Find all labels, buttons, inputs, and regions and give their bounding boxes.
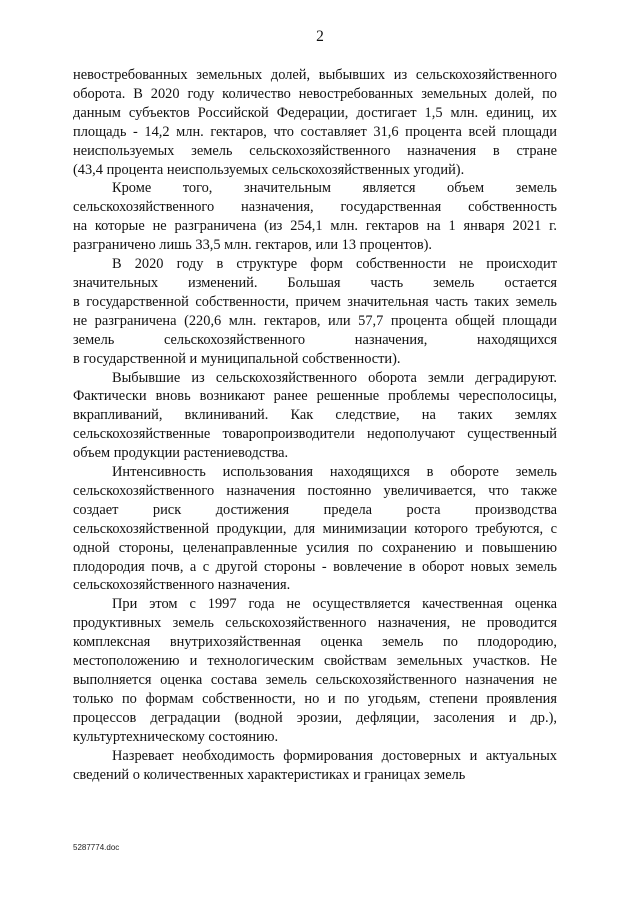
text-line: продуктивных земель сельскохозяйственного назначения, не проводится — [73, 615, 557, 632]
text-line: данным субъектов Российской Федерации, достигает 1,5 млн. единиц, их — [73, 104, 557, 121]
paragraph — [73, 255, 557, 368]
text-line: (43,4 процента неиспользуемых сельскохозяйственных угодий). — [73, 161, 465, 178]
text-line: Кроме того, значительным является объем земель — [112, 180, 557, 197]
paragraph — [73, 463, 557, 595]
text-line: При этом с 1997 года не осуществляется качественная оценка — [112, 596, 557, 613]
text-line: только по формам собственности, но и по угодьям, степени проявления — [73, 690, 557, 707]
text-line: сельскохозяйственного назначения. — [73, 577, 291, 594]
paragraph — [73, 66, 557, 179]
document-body — [73, 66, 557, 784]
paragraph — [73, 747, 557, 785]
text-line: площадь - 14,2 млн. гектаров, что составляет 31,6 процента всей площади — [73, 123, 557, 140]
text-line: процессов деградации (водной эрозии, дефляции, засоления и др.), — [73, 709, 557, 726]
text-line: В 2020 году в структуре форм собственности не происходит — [112, 256, 557, 273]
text-line: Назревает необходимость формирования достоверных и актуальных — [112, 747, 557, 764]
text-line: на которые не разграничена (из 254,1 млн. гектаров на 1 января 2021 г. — [73, 218, 557, 235]
text-line: сельскохозяйственные товаропроизводители недополучают существенный — [73, 426, 557, 443]
text-line: значительных изменений. Большая часть земель остается — [73, 274, 557, 291]
text-line: культуртехническому состоянию. — [73, 728, 279, 745]
text-line: неиспользуемых земель сельскохозяйственного назначения в стране — [73, 142, 557, 159]
text-line: сведений о количественных характеристиках и границах земель — [73, 766, 466, 783]
text-line: оборота. В 2020 году количество невостребованных земельных долей, по — [73, 85, 557, 102]
text-line: комплексная внутрихозяйственная оценка земель по плодородию, — [73, 634, 557, 651]
text-line: выполняется оценка состава земель сельскохозяйственного назначения не — [73, 672, 557, 688]
text-line: сельскохозяйственного назначения, государственная собственность — [73, 199, 557, 216]
text-line: невостребованных земельных долей, выбывших из сельскохозяйственного — [73, 67, 557, 83]
text-line: земель сельскохозяйственного назначения, находящихся — [73, 331, 557, 348]
document-footer-filename: 5287774.doc — [73, 843, 120, 852]
text-line: объем продукции растениеводства. — [73, 445, 289, 462]
text-line: сельскохозяйственной продукции, для минимизации которого требуются, с — [73, 520, 557, 537]
text-line: вкрапливаний, вклиниваний. Как следствие, на таких землях — [73, 407, 557, 424]
page-number: 2 — [316, 28, 324, 45]
text-line: Выбывшие из сельскохозяйственного оборота земли деградируют. — [112, 369, 557, 386]
text-line: создает риск достижения предела роста производства — [73, 501, 557, 518]
text-line: в государственной собственности, причем значительная часть таких земель — [73, 293, 557, 310]
text-line: Фактически вновь возникают ранее решенные проблемы чересполосицы, — [73, 388, 557, 405]
paragraph — [73, 369, 557, 464]
text-line: сельскохозяйственного назначения постоянно увеличивается, что также — [73, 482, 557, 499]
text-line: одной стороны, целенаправленные усилия по сохранению и повышению — [73, 539, 557, 556]
text-line: разграничено лишь 33,5 млн. гектаров, или 13 процентов). — [73, 237, 433, 254]
paragraph — [73, 179, 557, 255]
text-line: Интенсивность использования находящихся в обороте земель — [112, 464, 557, 481]
text-line: не разграничена (220,6 млн. гектаров, или 57,7 процента общей площади — [73, 312, 557, 329]
text-line: в государственной и муниципальной собственности). — [73, 350, 401, 367]
paragraph — [73, 595, 557, 746]
text-line: плодородия почв, а с другой стороны - вовлечение в оборот новых земель — [73, 558, 557, 575]
text-line: местоположению и технологическим свойствам земельных участков. Не — [73, 653, 557, 670]
